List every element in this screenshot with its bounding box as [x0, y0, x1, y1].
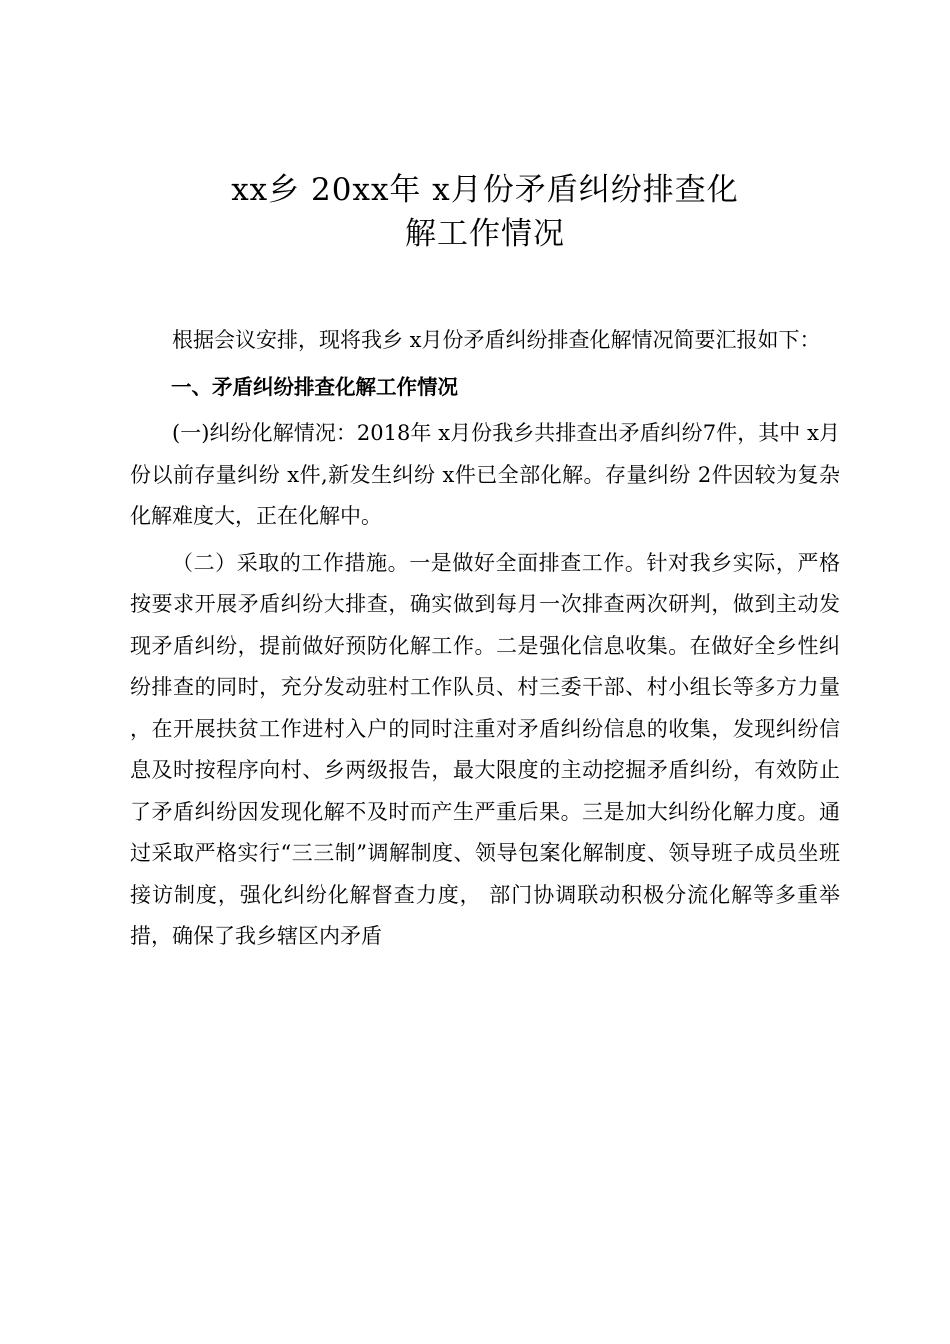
document-title-line-2: 解工作情况 [405, 216, 565, 252]
section-heading-1: 一、矛盾纠纷排查化解工作情况 [171, 374, 458, 399]
document-body [130, 320, 840, 958]
paragraph-dispute-resolution: (一)纠纷化解情况：2018年 x月份我乡共排查出矛盾纠纷7件，其中 x月份以前存量纠纷 x件,新发生纠纷 x件已全部化解。存量纠纷 2件因较为复杂化解难度大，正在化解中。 [130, 421, 840, 528]
intro-paragraph: 根据会议安排，现将我乡 x月份矛盾纠纷排查化解情况简要汇报如下： [172, 328, 821, 352]
document-title-line-1: xx乡 20xx年 x月份矛盾纠纷排查化 [231, 172, 739, 208]
paragraph-work-measures: （二）采取的工作措施。一是做好全面排查工作。针对我乡实际，严格按要求开展矛盾纠纷大排查，确实做到每月一次排查两次研判，做到主动发现矛盾纠纷，提前做好预防化解工作。二是强化信息收集。在做好全乡性纠纷排查的同时，充分发动驻村工作队员、村三委干部、村小组长等多方力量 ，在开展扶贫工作进村入户的同时注重对矛盾纠纷信息的收集，发现纠纷信息及时按程序向村、乡两级报告，最大限度的主动挖掘矛盾纠纷，有效防止了矛盾纠纷因发现化解不及时而产生严重后果。三是加大纠纷化解力度。通过采取严格实行“三三制”调解制度、领导包案化解制度、领导班子成员坐班接访制度，强化纠纷化解督查力度， 部门协调联动积极分流化解等多重举措，确保了我乡辖区内矛盾 [130, 550, 840, 948]
